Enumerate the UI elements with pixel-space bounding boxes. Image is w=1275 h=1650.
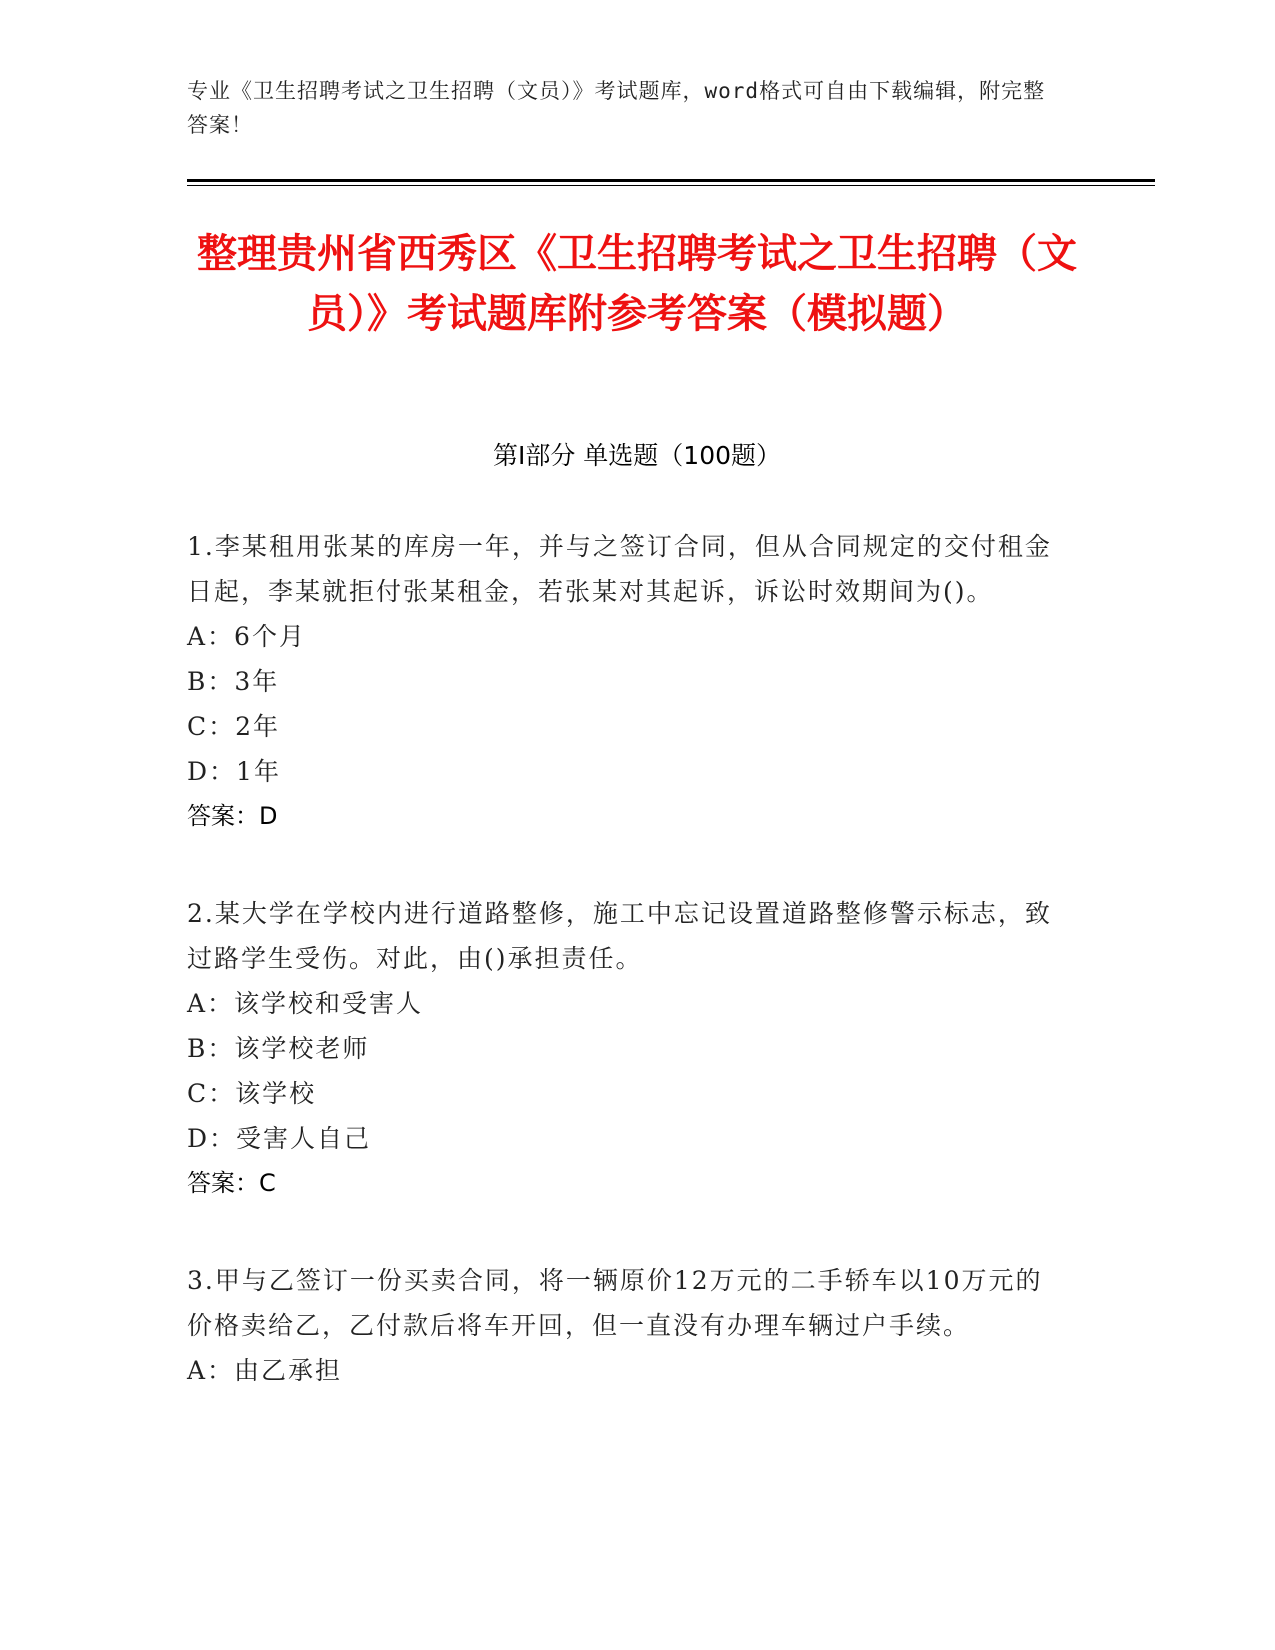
question-stem: 1.李某租用张某的库房一年，并与之签订合同，但从合同规定的交付租金日起，李某就拒付张某租金，若张某对其起诉，诉讼时效期间为()。 [187, 532, 1052, 606]
option-b: B：3年 [187, 667, 280, 696]
header-note: 专业《卫生招聘考试之卫生招聘（文员）》考试题库，word格式可自由下载编辑，附完整答案！ [187, 79, 1046, 137]
option-a: A：该学校和受害人 [187, 989, 424, 1018]
question-list [187, 524, 1067, 1445]
section-heading: 第Ⅰ部分 单选题（100题） [492, 441, 782, 470]
option-c: C：该学校 [187, 1079, 317, 1108]
option-c: C：2年 [187, 712, 281, 741]
option-d: D：1年 [187, 757, 281, 786]
header-divider-thin [187, 185, 1155, 186]
question-stem: 2.某大学在学校内进行道路整修，施工中忘记设置道路整修警示标志，致过路学生受伤。对此，由()承担责任。 [187, 899, 1052, 973]
question-item [187, 1258, 1067, 1393]
question-item [187, 524, 1067, 839]
question-stem: 3.甲与乙签订一份买卖合同，将一辆原价12万元的二手轿车以10万元的价格卖给乙，乙付款后将车开回，但一直没有办理车辆过户手续。 [187, 1266, 1043, 1340]
answer-line: 答案：D [187, 802, 278, 830]
option-a: A：6个月 [187, 622, 306, 651]
option-d: D：受害人自己 [187, 1124, 372, 1153]
question-item [187, 891, 1067, 1206]
option-a: A：由乙承担 [187, 1356, 343, 1385]
answer-line: 答案：C [187, 1169, 276, 1197]
header-divider-thick [187, 179, 1155, 182]
option-b: B：该学校老师 [187, 1034, 370, 1063]
document-title: 整理贵州省西秀区《卫生招聘考试之卫生招聘（文员）》考试题库附参考答案（模拟题） [197, 231, 1077, 337]
